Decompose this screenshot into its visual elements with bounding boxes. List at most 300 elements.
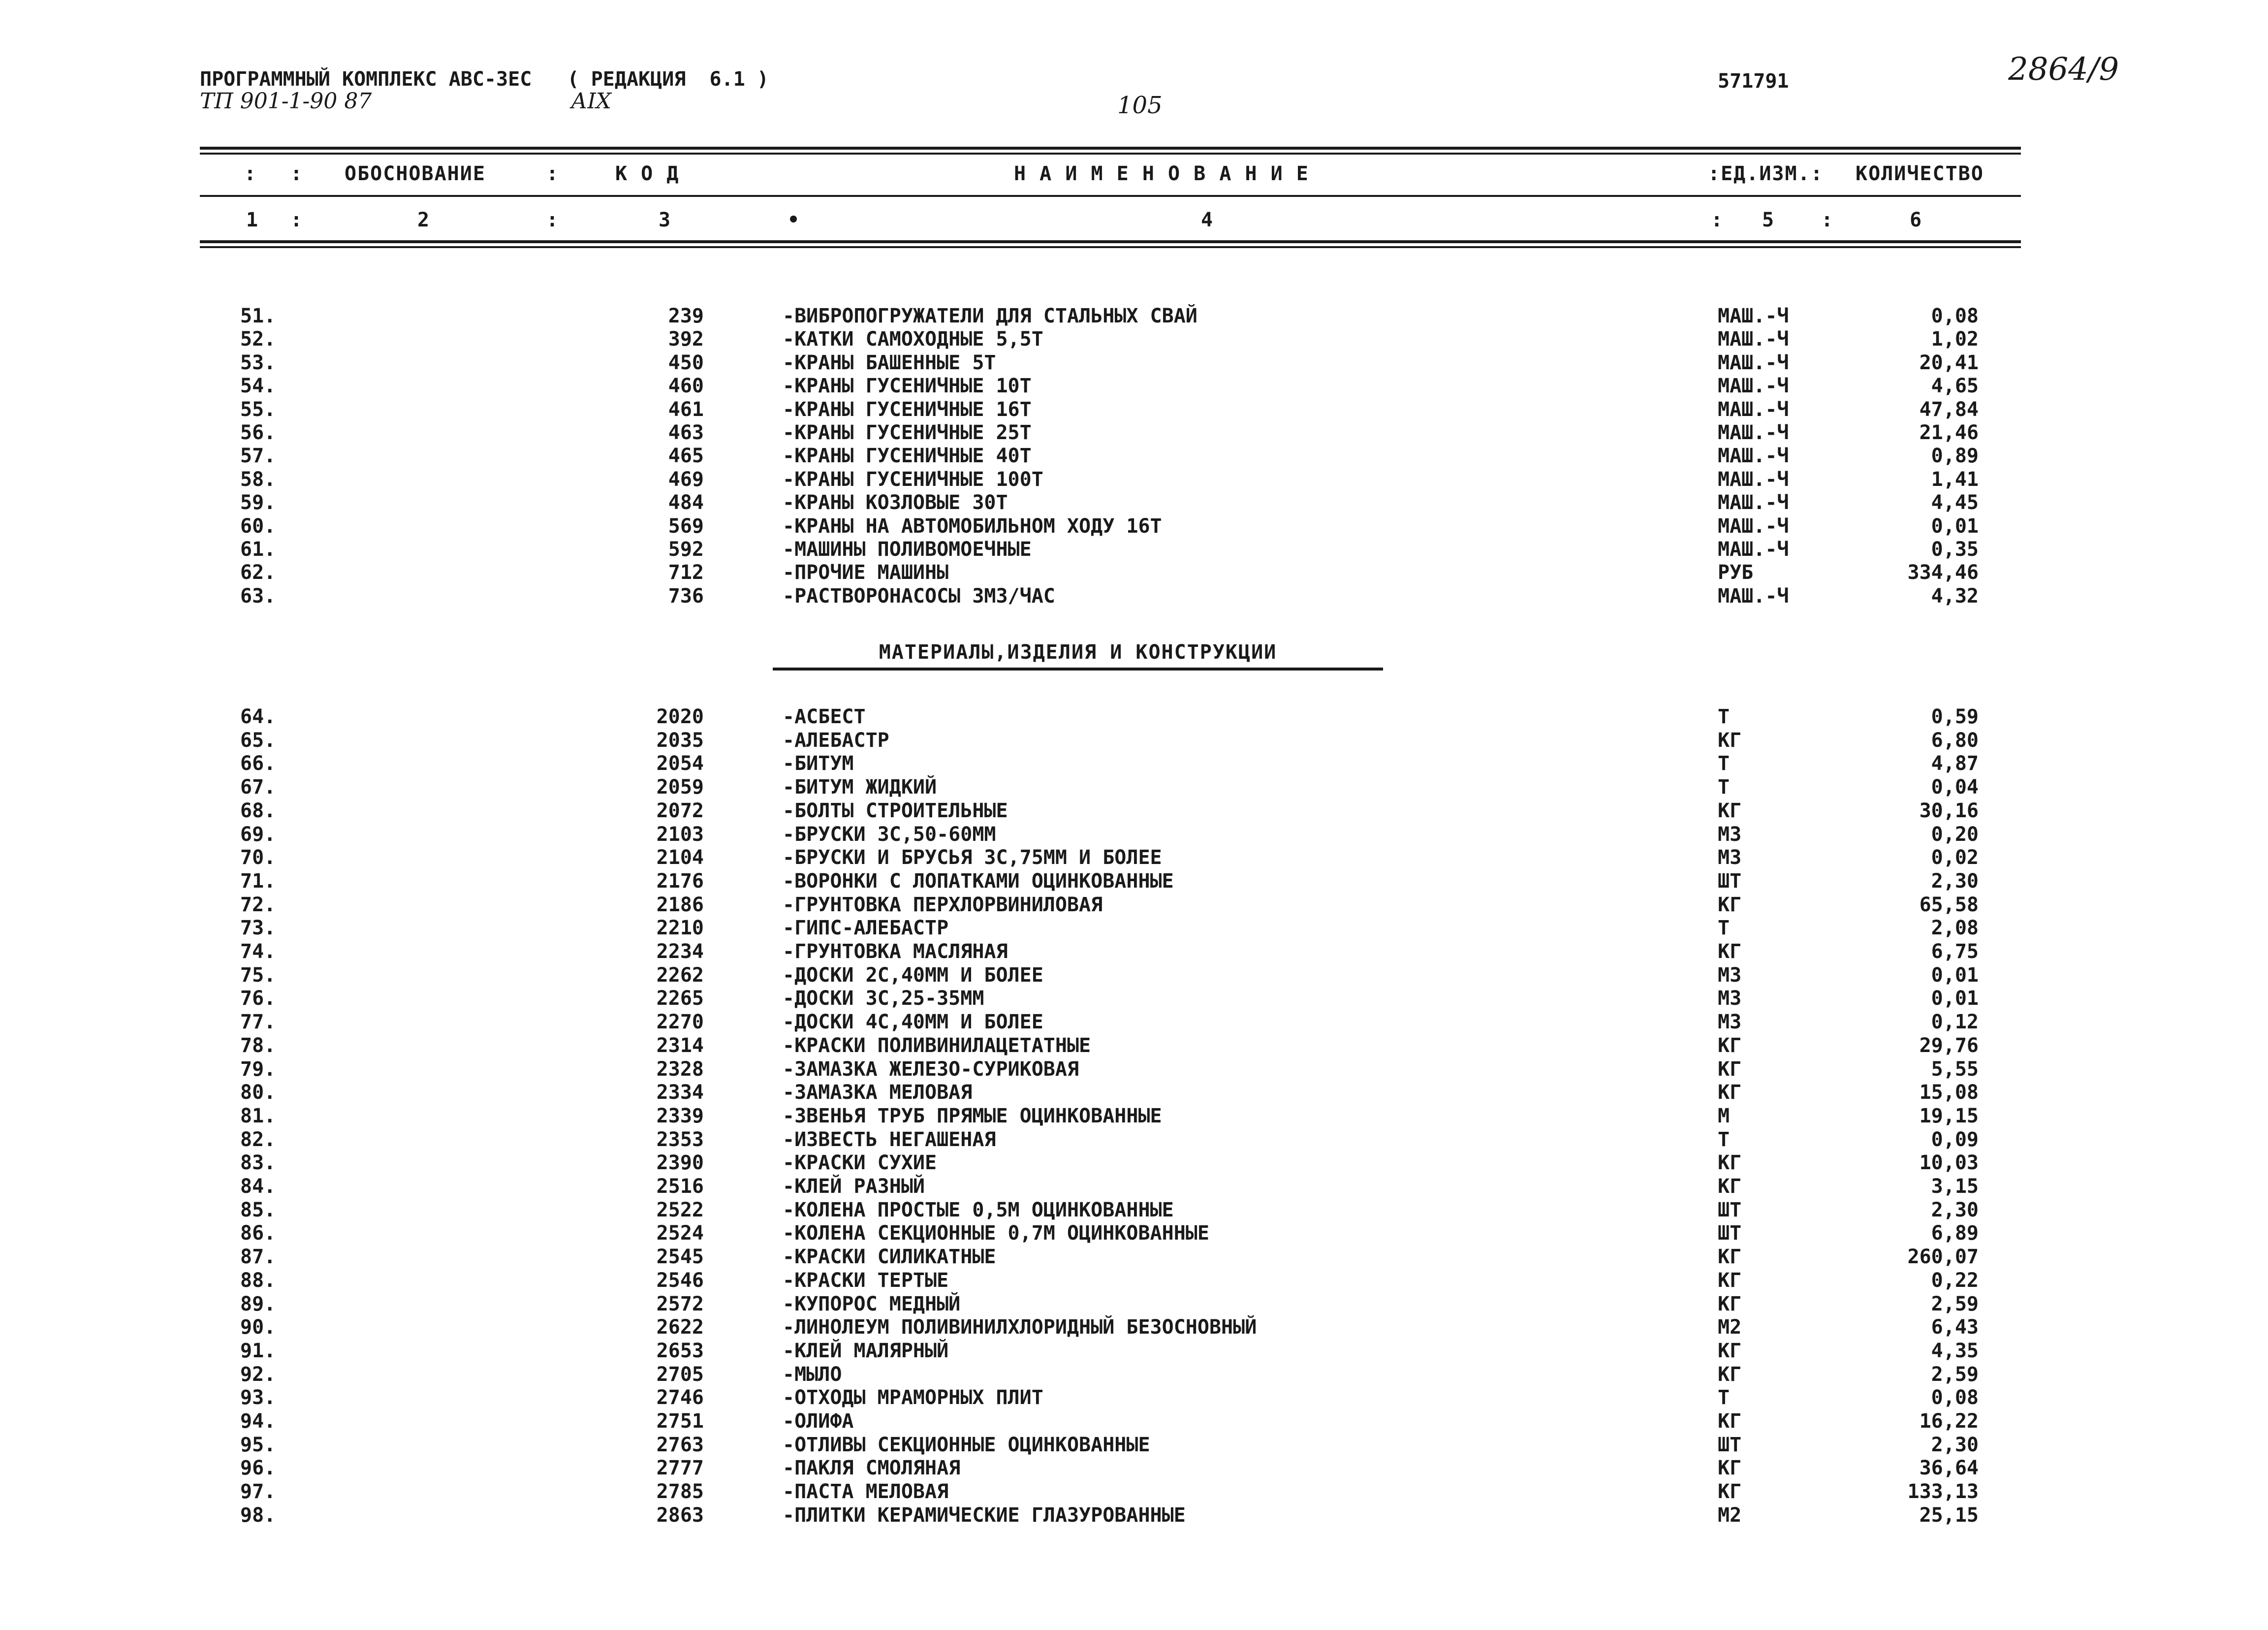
row-number: 73. bbox=[240, 917, 276, 940]
row-number: 69. bbox=[240, 823, 276, 846]
row-code: 2265 bbox=[656, 987, 704, 1010]
row-quantity: 1,41 bbox=[1931, 468, 1979, 491]
row-unit: Т bbox=[1718, 705, 1730, 728]
row-number: 83. bbox=[240, 1151, 276, 1175]
row-number: 71. bbox=[240, 869, 276, 893]
project-mark: АIХ bbox=[571, 89, 612, 114]
row-quantity: 2,30 bbox=[1931, 869, 1979, 893]
row-quantity: 65,58 bbox=[1919, 893, 1979, 916]
row-unit: РУБ bbox=[1718, 561, 1754, 584]
row-unit: МАШ.-Ч bbox=[1718, 538, 1789, 561]
row-name: -КРАНЫ КОЗЛОВЫЕ 30Т bbox=[783, 491, 1008, 514]
row-unit: КГ bbox=[1718, 1175, 1742, 1198]
row-unit: МАШ.-Ч bbox=[1718, 445, 1789, 468]
row-code: 461 bbox=[668, 398, 704, 421]
row-code: 2863 bbox=[656, 1503, 704, 1527]
row-unit: Т bbox=[1718, 917, 1730, 940]
row-code: 2103 bbox=[656, 823, 704, 846]
row-name: -ОЛИФА bbox=[783, 1410, 854, 1433]
table-row bbox=[0, 468, 2268, 491]
row-unit: МАШ.-Ч bbox=[1718, 398, 1789, 421]
row-quantity: 25,15 bbox=[1919, 1503, 1979, 1527]
row-code: 2339 bbox=[656, 1104, 704, 1127]
row-name: -ДОСКИ 3С,25-35ММ bbox=[783, 987, 984, 1010]
colnum-6: 6 bbox=[1910, 209, 1923, 231]
row-unit: КГ bbox=[1718, 1410, 1742, 1433]
row-quantity: 260,07 bbox=[1907, 1246, 1979, 1269]
row-name: -ПЛИТКИ КЕРАМИЧЕСКИЕ ГЛАЗУРОВАННЫЕ bbox=[783, 1503, 1186, 1527]
colnum-4: 4 bbox=[1201, 209, 1214, 231]
row-quantity: 36,64 bbox=[1919, 1457, 1979, 1480]
row-number: 84. bbox=[240, 1175, 276, 1198]
row-name: -БИТУМ bbox=[783, 752, 854, 775]
row-quantity: 1,02 bbox=[1931, 328, 1979, 351]
row-quantity: 334,46 bbox=[1907, 561, 1979, 584]
row-code: 2353 bbox=[656, 1128, 704, 1151]
row-code: 469 bbox=[668, 468, 704, 491]
row-code: 736 bbox=[668, 584, 704, 607]
colnum-sep-5: : bbox=[1821, 209, 1834, 231]
row-code: 2020 bbox=[656, 705, 704, 728]
row-quantity: 4,87 bbox=[1931, 752, 1979, 775]
row-name: -ЗВЕНЬЯ ТРУБ ПРЯМЫЕ ОЦИНКОВАННЫЕ bbox=[783, 1104, 1162, 1127]
row-name: -КРАНЫ ГУСЕНИЧНЫЕ 100Т bbox=[783, 468, 1043, 491]
table-row bbox=[0, 705, 2268, 729]
row-code: 2516 bbox=[656, 1175, 704, 1198]
row-unit: ШТ bbox=[1718, 1222, 1742, 1245]
row-name: -ДОСКИ 4С,40ММ И БОЛЕЕ bbox=[783, 1011, 1043, 1034]
row-name: -ПАКЛЯ СМОЛЯНАЯ bbox=[783, 1457, 961, 1480]
row-unit: КГ bbox=[1718, 1339, 1742, 1362]
row-unit: КГ bbox=[1718, 729, 1742, 752]
row-name: -КУПОРОС МЕДНЫЙ bbox=[783, 1292, 961, 1315]
row-number: 98. bbox=[240, 1503, 276, 1527]
row-code: 2210 bbox=[656, 917, 704, 940]
row-code: 2705 bbox=[656, 1363, 704, 1386]
row-number: 66. bbox=[240, 752, 276, 775]
row-unit: КГ bbox=[1718, 1269, 1742, 1292]
row-name: -КРАНЫ ГУСЕНИЧНЫЕ 16Т bbox=[783, 398, 1032, 421]
row-number: 93. bbox=[240, 1386, 276, 1409]
table-row bbox=[0, 1057, 2268, 1081]
table-row bbox=[0, 1456, 2268, 1480]
table-row bbox=[0, 752, 2268, 775]
colnum-sep-4: : bbox=[1711, 209, 1724, 231]
colnum-5: 5 bbox=[1762, 209, 1775, 231]
row-number: 85. bbox=[240, 1198, 276, 1221]
row-quantity: 0,08 bbox=[1931, 1386, 1979, 1409]
row-unit: М3 bbox=[1718, 823, 1742, 846]
row-name: -АЛЕБАСТР bbox=[783, 729, 889, 752]
row-unit: Т bbox=[1718, 1128, 1730, 1151]
table-row bbox=[0, 1269, 2268, 1292]
row-quantity: 0,02 bbox=[1931, 846, 1979, 869]
row-number: 95. bbox=[240, 1433, 276, 1456]
row-unit: Т bbox=[1718, 1386, 1730, 1409]
project-code: ТП 901-1-90 87 bbox=[200, 89, 372, 114]
table-row bbox=[0, 916, 2268, 940]
row-unit: МАШ.-Ч bbox=[1718, 305, 1789, 327]
row-code: 2572 bbox=[656, 1292, 704, 1315]
table-row bbox=[0, 374, 2268, 398]
row-quantity: 4,45 bbox=[1931, 491, 1979, 514]
row-code: 484 bbox=[668, 491, 704, 514]
row-quantity: 0,59 bbox=[1931, 705, 1979, 728]
row-unit: МАШ.-Ч bbox=[1718, 468, 1789, 491]
row-name: -ОТХОДЫ МРАМОРНЫХ ПЛИТ bbox=[783, 1386, 1043, 1409]
row-quantity: 5,55 bbox=[1931, 1057, 1979, 1081]
colnum-sep-2: : bbox=[546, 209, 560, 231]
row-name: -КРАНЫ ГУСЕНИЧНЫЕ 10Т bbox=[783, 375, 1032, 398]
row-code: 2035 bbox=[656, 729, 704, 752]
row-number: 77. bbox=[240, 1011, 276, 1034]
table-row bbox=[0, 1433, 2268, 1457]
table-row bbox=[0, 1034, 2268, 1057]
row-name: -МАШИНЫ ПОЛИВОМОЕЧНЫЕ bbox=[783, 538, 1032, 561]
row-name: -ГРУНТОВКА МАСЛЯНАЯ bbox=[783, 940, 1008, 963]
row-unit: КГ bbox=[1718, 1292, 1742, 1315]
row-code: 569 bbox=[668, 514, 704, 538]
table-row bbox=[0, 538, 2268, 561]
row-name: -КРАСКИ СУХИЕ bbox=[783, 1151, 937, 1175]
row-unit: МАШ.-Ч bbox=[1718, 351, 1789, 374]
row-unit: КГ bbox=[1718, 893, 1742, 916]
row-quantity: 133,13 bbox=[1907, 1480, 1979, 1503]
row-name: -КРАНЫ ГУСЕНИЧНЫЕ 40Т bbox=[783, 445, 1032, 468]
row-number: 78. bbox=[240, 1034, 276, 1057]
row-number: 56. bbox=[240, 421, 276, 444]
column-number-rule-2 bbox=[200, 246, 2021, 248]
row-number: 88. bbox=[240, 1269, 276, 1292]
row-unit: Т bbox=[1718, 752, 1730, 775]
row-code: 592 bbox=[668, 538, 704, 561]
header-sep-1: : bbox=[244, 162, 257, 185]
row-name: -АСБЕСТ bbox=[783, 705, 866, 728]
table-row bbox=[0, 514, 2268, 538]
row-code: 460 bbox=[668, 375, 704, 398]
row-number: 64. bbox=[240, 705, 276, 728]
row-number: 59. bbox=[240, 491, 276, 514]
row-quantity: 0,04 bbox=[1931, 776, 1979, 799]
row-name: -КАТКИ САМОХОДНЫЕ 5,5Т bbox=[783, 328, 1043, 351]
row-name: -ОТЛИВЫ СЕКЦИОННЫЕ ОЦИНКОВАННЫЕ bbox=[783, 1433, 1150, 1456]
row-name: -КРАСКИ ПОЛИВИНИЛАЦЕТАТНЫЕ bbox=[783, 1034, 1091, 1057]
row-name: -ДОСКИ 2С,40ММ И БОЛЕЕ bbox=[783, 963, 1043, 987]
row-number: 75. bbox=[240, 963, 276, 987]
row-unit: ШТ bbox=[1718, 1198, 1742, 1221]
row-code: 2622 bbox=[656, 1316, 704, 1339]
row-code: 2390 bbox=[656, 1151, 704, 1175]
row-name: -ИЗВЕСТЬ НЕГАШЕНАЯ bbox=[783, 1128, 996, 1151]
row-quantity: 30,16 bbox=[1919, 799, 1979, 822]
row-unit: М3 bbox=[1718, 963, 1742, 987]
row-unit: Т bbox=[1718, 776, 1730, 799]
row-number: 54. bbox=[240, 375, 276, 398]
row-number: 55. bbox=[240, 398, 276, 421]
row-number: 96. bbox=[240, 1457, 276, 1480]
table-row bbox=[0, 893, 2268, 917]
row-code: 2751 bbox=[656, 1410, 704, 1433]
row-unit: КГ bbox=[1718, 1057, 1742, 1081]
table-row bbox=[0, 799, 2268, 823]
header-name: Н А И М Е Н О В А Н И Е bbox=[1014, 162, 1309, 185]
row-name: -БОЛТЫ СТРОИТЕЛЬНЫЕ bbox=[783, 799, 1008, 822]
row-unit: КГ bbox=[1718, 1151, 1742, 1175]
table-row bbox=[0, 398, 2268, 421]
row-code: 450 bbox=[668, 351, 704, 374]
row-unit: КГ bbox=[1718, 1480, 1742, 1503]
row-quantity: 2,59 bbox=[1931, 1363, 1979, 1386]
row-quantity: 4,32 bbox=[1931, 584, 1979, 607]
row-code: 2328 bbox=[656, 1057, 704, 1081]
colnum-sep-1: : bbox=[290, 209, 304, 231]
table-row bbox=[0, 1339, 2268, 1363]
row-unit: ШТ bbox=[1718, 1433, 1742, 1456]
row-unit: МАШ.-Ч bbox=[1718, 491, 1789, 514]
row-number: 82. bbox=[240, 1128, 276, 1151]
row-number: 86. bbox=[240, 1222, 276, 1245]
materials-section-rule bbox=[773, 668, 1383, 671]
colnum-1: 1 bbox=[246, 209, 259, 231]
table-top-rule-2 bbox=[200, 153, 2021, 155]
row-name: -БРУСКИ 3С,50-60ММ bbox=[783, 823, 996, 846]
row-unit: КГ bbox=[1718, 940, 1742, 963]
table-row bbox=[0, 1292, 2268, 1316]
row-number: 58. bbox=[240, 468, 276, 491]
row-number: 67. bbox=[240, 776, 276, 799]
document-number: 571791 bbox=[1718, 70, 1789, 93]
row-code: 2104 bbox=[656, 846, 704, 869]
row-name: -ГРУНТОВКА ПЕРХЛОРВИНИЛОВАЯ bbox=[783, 893, 1103, 916]
table-row bbox=[0, 304, 2268, 328]
row-name: -КЛЕЙ МАЛЯРНЫЙ bbox=[783, 1339, 949, 1362]
row-unit: КГ bbox=[1718, 799, 1742, 822]
row-name: -КРАНЫ БАШЕННЫЕ 5Т bbox=[783, 351, 996, 374]
row-code: 2176 bbox=[656, 869, 704, 893]
sheet-stamp: 2864/9 bbox=[2008, 51, 2119, 88]
row-quantity: 0,01 bbox=[1931, 963, 1979, 987]
colnum-3: 3 bbox=[659, 209, 672, 231]
table-row bbox=[0, 1409, 2268, 1433]
table-row bbox=[0, 963, 2268, 987]
row-number: 76. bbox=[240, 987, 276, 1010]
row-name: -ЗАМАЗКА ЖЕЛЕЗО-СУРИКОВАЯ bbox=[783, 1057, 1079, 1081]
table-row bbox=[0, 1386, 2268, 1409]
row-quantity: 47,84 bbox=[1919, 398, 1979, 421]
row-number: 72. bbox=[240, 893, 276, 916]
row-name: -ГИПС-АЛЕБАСТР bbox=[783, 917, 949, 940]
row-unit: МАШ.-Ч bbox=[1718, 584, 1789, 607]
table-row bbox=[0, 491, 2268, 514]
row-name: -ЛИНОЛЕУМ ПОЛИВИНИЛХЛОРИДНЫЙ БЕЗОСНОВНЫЙ bbox=[783, 1316, 1257, 1339]
row-quantity: 4,65 bbox=[1931, 375, 1979, 398]
row-quantity: 2,59 bbox=[1931, 1292, 1979, 1315]
row-name: -МЫЛО bbox=[783, 1363, 842, 1386]
row-quantity: 0,20 bbox=[1931, 823, 1979, 846]
table-row bbox=[0, 444, 2268, 468]
row-unit: МАШ.-Ч bbox=[1718, 421, 1789, 444]
colnum-sep-3: • bbox=[788, 209, 801, 231]
row-code: 2785 bbox=[656, 1480, 704, 1503]
table-row bbox=[0, 1221, 2268, 1245]
row-unit: КГ bbox=[1718, 1363, 1742, 1386]
row-quantity: 0,01 bbox=[1931, 514, 1979, 538]
row-number: 60. bbox=[240, 514, 276, 538]
table-row bbox=[0, 1480, 2268, 1503]
row-unit: КГ bbox=[1718, 1034, 1742, 1057]
table-row bbox=[0, 1151, 2268, 1175]
table-row bbox=[0, 1104, 2268, 1128]
column-number-rule bbox=[200, 240, 2021, 243]
row-unit: МАШ.-Ч bbox=[1718, 375, 1789, 398]
row-code: 2186 bbox=[656, 893, 704, 916]
row-quantity: 0,12 bbox=[1931, 1011, 1979, 1034]
row-name: -БИТУМ ЖИДКИЙ bbox=[783, 776, 937, 799]
row-quantity: 19,15 bbox=[1919, 1104, 1979, 1127]
row-name: -КРАНЫ ГУСЕНИЧНЫЕ 25Т bbox=[783, 421, 1032, 444]
header-sep-1b: : bbox=[290, 162, 304, 185]
row-number: 97. bbox=[240, 1480, 276, 1503]
row-quantity: 6,75 bbox=[1931, 940, 1979, 963]
row-number: 79. bbox=[240, 1057, 276, 1081]
row-code: 2763 bbox=[656, 1433, 704, 1456]
row-quantity: 2,08 bbox=[1931, 917, 1979, 940]
row-code: 2545 bbox=[656, 1246, 704, 1269]
row-code: 2072 bbox=[656, 799, 704, 822]
row-code: 2054 bbox=[656, 752, 704, 775]
row-number: 70. bbox=[240, 846, 276, 869]
header-separator bbox=[200, 195, 2021, 197]
header-code: К О Д bbox=[615, 162, 680, 185]
row-code: 2314 bbox=[656, 1034, 704, 1057]
table-row bbox=[0, 987, 2268, 1010]
row-unit: ШТ bbox=[1718, 869, 1742, 893]
row-name: -КРАСКИ СИЛИКАТНЫЕ bbox=[783, 1246, 996, 1269]
row-quantity: 20,41 bbox=[1919, 351, 1979, 374]
row-quantity: 15,08 bbox=[1919, 1081, 1979, 1104]
row-name: -РАСТВОРОНАСОСЫ 3М3/ЧАС bbox=[783, 584, 1055, 607]
row-quantity: 10,03 bbox=[1919, 1151, 1979, 1175]
row-code: 2777 bbox=[656, 1457, 704, 1480]
row-name: -ПАСТА МЕЛОВАЯ bbox=[783, 1480, 949, 1503]
table-row bbox=[0, 1245, 2268, 1269]
row-name: -ЗАМАЗКА МЕЛОВАЯ bbox=[783, 1081, 973, 1104]
table-row bbox=[0, 1363, 2268, 1386]
row-number: 68. bbox=[240, 799, 276, 822]
row-unit: М3 bbox=[1718, 1011, 1742, 1034]
table-row bbox=[0, 940, 2268, 963]
row-code: 2059 bbox=[656, 776, 704, 799]
row-number: 92. bbox=[240, 1363, 276, 1386]
row-unit: КГ bbox=[1718, 1246, 1742, 1269]
row-number: 81. bbox=[240, 1104, 276, 1127]
row-number: 91. bbox=[240, 1339, 276, 1362]
header-justification: ОБОСНОВАНИЕ bbox=[345, 162, 486, 185]
row-number: 51. bbox=[240, 305, 276, 327]
row-number: 94. bbox=[240, 1410, 276, 1433]
table-row bbox=[0, 775, 2268, 799]
row-code: 2653 bbox=[656, 1339, 704, 1362]
table-row bbox=[0, 1128, 2268, 1151]
table-row bbox=[0, 327, 2268, 351]
row-number: 52. bbox=[240, 328, 276, 351]
row-unit: КГ bbox=[1718, 1081, 1742, 1104]
row-unit: М3 bbox=[1718, 987, 1742, 1010]
row-number: 57. bbox=[240, 445, 276, 468]
row-code: 2234 bbox=[656, 940, 704, 963]
row-unit: МАШ.-Ч bbox=[1718, 514, 1789, 538]
table-row bbox=[0, 729, 2268, 752]
table-top-rule bbox=[200, 147, 2021, 150]
materials-section-title: МАТЕРИАЛЫ,ИЗДЕЛИЯ И КОНСТРУКЦИИ bbox=[879, 641, 1277, 664]
row-code: 2522 bbox=[656, 1198, 704, 1221]
row-code: 463 bbox=[668, 421, 704, 444]
row-number: 90. bbox=[240, 1316, 276, 1339]
row-quantity: 0,01 bbox=[1931, 987, 1979, 1010]
row-code: 392 bbox=[668, 328, 704, 351]
row-name: -ВИБРОПОГРУЖАТЕЛИ ДЛЯ СТАЛЬНЫХ СВАЙ bbox=[783, 305, 1197, 327]
row-code: 2270 bbox=[656, 1011, 704, 1034]
row-code: 465 bbox=[668, 445, 704, 468]
row-quantity: 4,35 bbox=[1931, 1339, 1979, 1362]
row-code: 2746 bbox=[656, 1386, 704, 1409]
row-code: 239 bbox=[668, 305, 704, 327]
header-unit: :ЕД.ИЗМ.: bbox=[1708, 162, 1824, 185]
row-code: 712 bbox=[668, 561, 704, 584]
row-name: -КРАСКИ ТЕРТЫЕ bbox=[783, 1269, 949, 1292]
row-code: 2334 bbox=[656, 1081, 704, 1104]
row-number: 61. bbox=[240, 538, 276, 561]
row-name: -КЛЕЙ РАЗНЫЙ bbox=[783, 1175, 925, 1198]
row-quantity: 6,80 bbox=[1931, 729, 1979, 752]
row-quantity: 2,30 bbox=[1931, 1433, 1979, 1456]
table-row bbox=[0, 351, 2268, 375]
row-number: 74. bbox=[240, 940, 276, 963]
row-quantity: 2,30 bbox=[1931, 1198, 1979, 1221]
row-unit: М bbox=[1718, 1104, 1730, 1127]
row-name: -КОЛЕНА СЕКЦИОННЫЕ 0,7М ОЦИНКОВАННЫЕ bbox=[783, 1222, 1209, 1245]
row-quantity: 21,46 bbox=[1919, 421, 1979, 444]
table-row bbox=[0, 1198, 2268, 1222]
table-row bbox=[0, 421, 2268, 445]
row-number: 80. bbox=[240, 1081, 276, 1104]
row-name: -БРУСКИ И БРУСЬЯ 3С,75ММ И БОЛЕЕ bbox=[783, 846, 1162, 869]
row-number: 62. bbox=[240, 561, 276, 584]
row-quantity: 29,76 bbox=[1919, 1034, 1979, 1057]
row-code: 2524 bbox=[656, 1222, 704, 1245]
table-row bbox=[0, 561, 2268, 584]
row-quantity: 6,43 bbox=[1931, 1316, 1979, 1339]
row-quantity: 0,89 bbox=[1931, 445, 1979, 468]
row-name: -ВОРОНКИ С ЛОПАТКАМИ ОЦИНКОВАННЫЕ bbox=[783, 869, 1174, 893]
row-unit: МАШ.-Ч bbox=[1718, 328, 1789, 351]
colnum-2: 2 bbox=[417, 209, 431, 231]
row-quantity: 6,89 bbox=[1931, 1222, 1979, 1245]
table-row bbox=[0, 1175, 2268, 1198]
table-row bbox=[0, 584, 2268, 608]
row-number: 53. bbox=[240, 351, 276, 374]
table-row bbox=[0, 1315, 2268, 1339]
row-number: 89. bbox=[240, 1292, 276, 1315]
table-row bbox=[0, 1010, 2268, 1034]
table-row bbox=[0, 1503, 2268, 1527]
row-code: 2546 bbox=[656, 1269, 704, 1292]
header-sep-2: : bbox=[546, 162, 560, 185]
row-code: 2262 bbox=[656, 963, 704, 987]
row-unit: М3 bbox=[1718, 846, 1742, 869]
row-name: -КРАНЫ НА АВТОМОБИЛЬНОМ ХОДУ 16Т bbox=[783, 514, 1162, 538]
row-quantity: 0,08 bbox=[1931, 305, 1979, 327]
